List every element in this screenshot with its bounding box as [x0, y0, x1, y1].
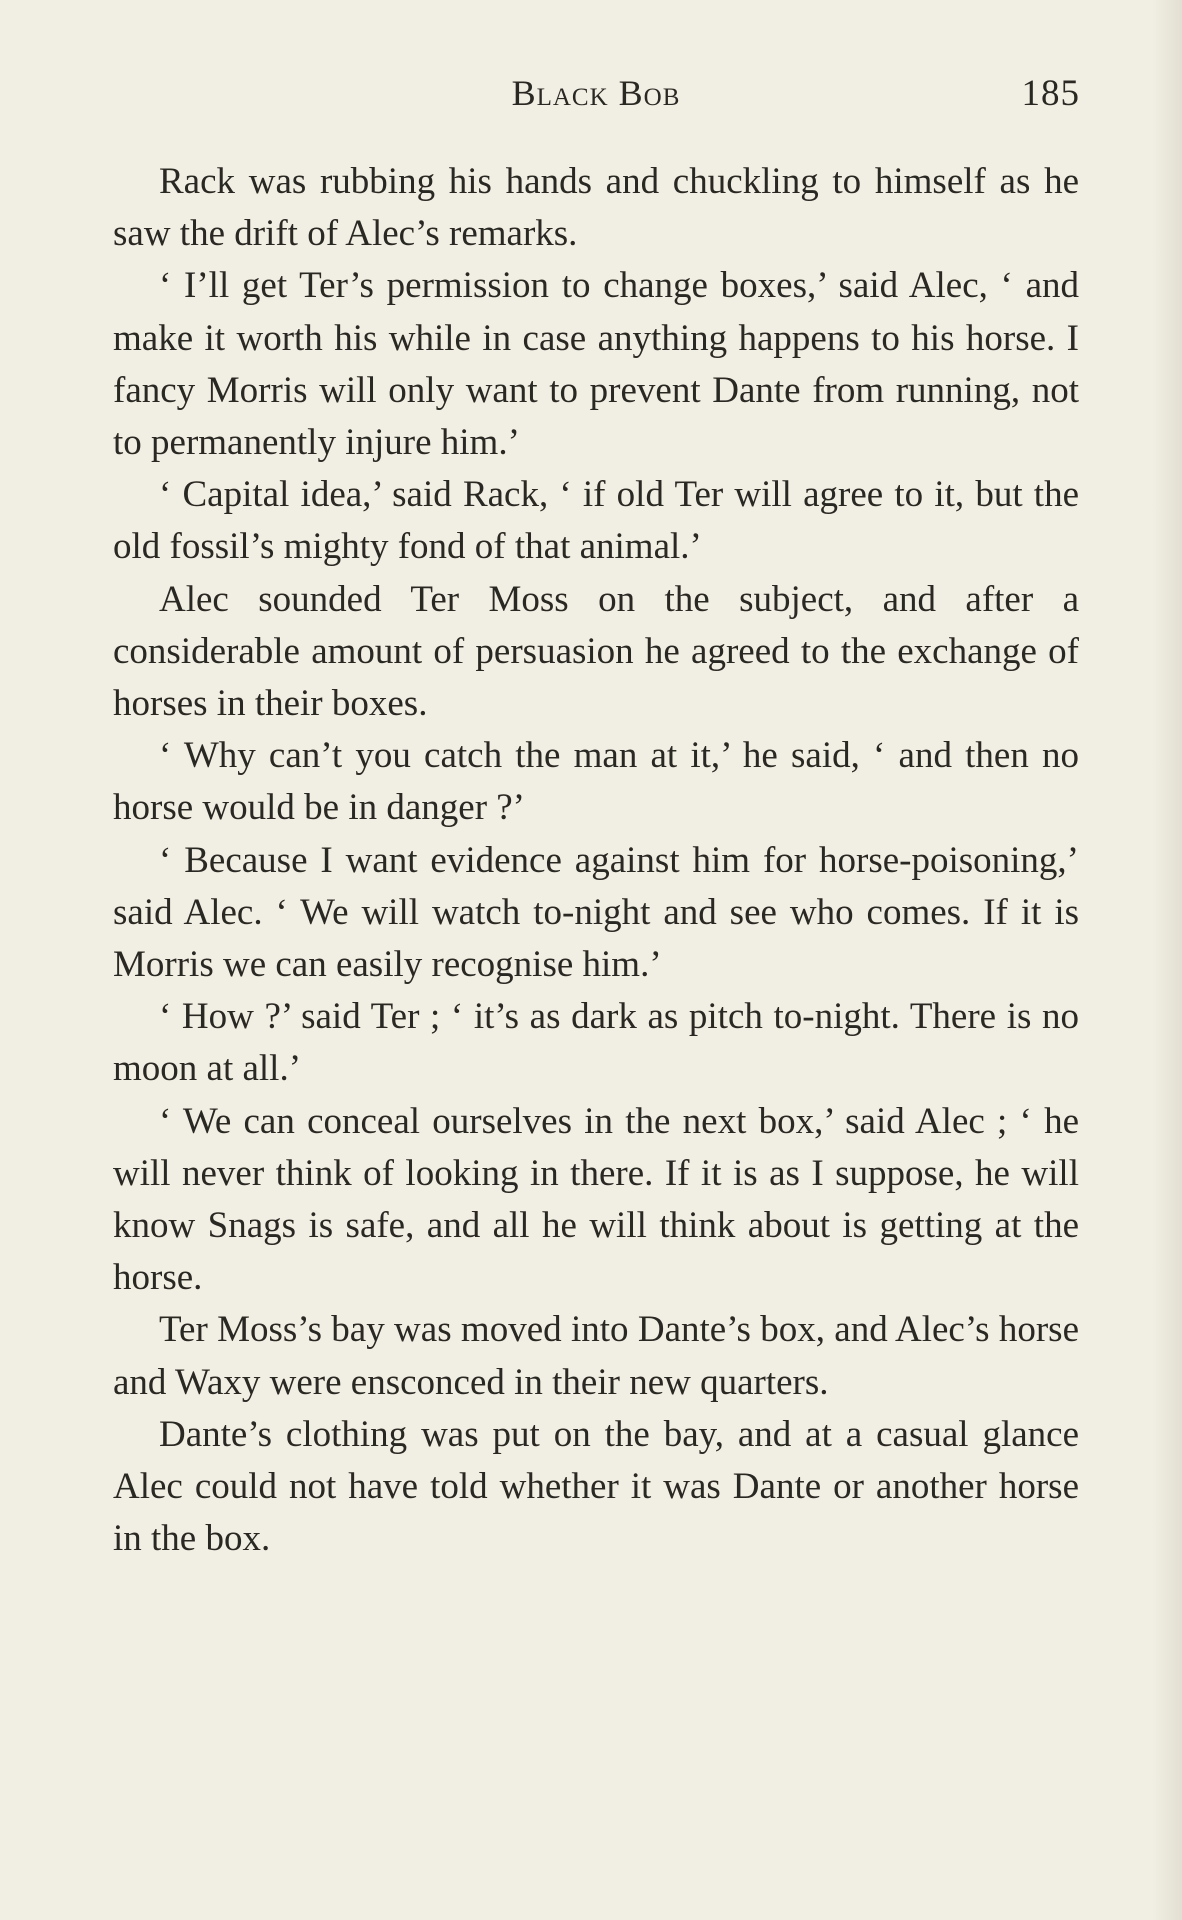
paragraph: Alec sounded Ter Moss on the subject, and after a considerable amount of persuasion he agreed to the exchange of horses in their boxes. [113, 578, 1079, 725]
page-header [112, 72, 1080, 122]
running-head: Black Bob [511, 73, 681, 113]
paragraph: Ter Moss’s bay was moved into Dante’s box, and Alec’s horse and Waxy were ensconced in their new quarters. [113, 1309, 1079, 1403]
page-edge-shadow [1152, 0, 1182, 1920]
body-text [113, 156, 1079, 1565]
paragraph: Dante’s clothing was put on the bay, and at a casual glance Alec could not have told whether it was Dante or another horse in the box. [113, 1413, 1079, 1560]
paragraph: Rack was rubbing his hands and chuckling to himself as he saw the drift of Alec’s remarks. [113, 161, 1079, 255]
paragraph: ‘ Why can’t you catch the man at it,’ he said, ‘ and then no horse would be in danger ?’ [113, 735, 1079, 829]
paragraph: ‘ Because I want evidence against him for horse-poisoning,’ said Alec. ‘ We will watch to-night and see who comes. If it is Morris we can easily recognise him.’ [113, 839, 1079, 986]
paragraph: ‘ I’ll get Ter’s permission to change boxes,’ said Alec, ‘ and make it worth his while in case anything happens to his horse. I fancy Morris will only want to prevent Dante from running, not to permanently injure him.’ [113, 265, 1079, 464]
page-number: 185 [1021, 73, 1080, 114]
paragraph: ‘ How ?’ said Ter ; ‘ it’s as dark as pitch to-night. There is no moon at all.’ [113, 996, 1079, 1090]
paragraph: ‘ We can conceal ourselves in the next box,’ said Alec ; ‘ he will never think of looking in there. If it is as I suppose, he will know Snags is safe, and all he will think about is getting at the horse. [113, 1100, 1079, 1299]
paragraph: ‘ Capital idea,’ said Rack, ‘ if old Ter will agree to it, but the old fossil’s mighty fond of that animal.’ [113, 474, 1079, 568]
